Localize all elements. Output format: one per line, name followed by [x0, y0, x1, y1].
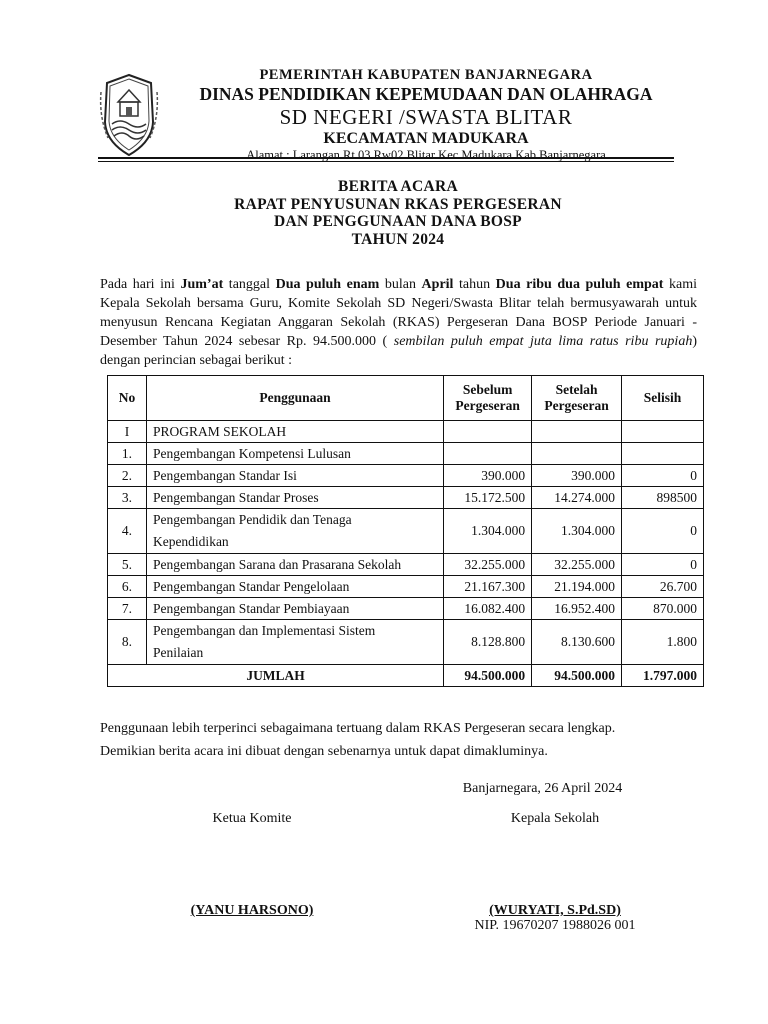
district-name: KECAMATAN MADUKARA — [323, 130, 529, 147]
header-after — [532, 376, 622, 421]
cell-before — [444, 443, 532, 465]
title-line-4: TAHUN 2024 — [351, 230, 445, 248]
cell-diff: 26.700 — [622, 576, 704, 598]
cell-usage-line-1: Pengembangan dan Implementasi Sistem — [152, 623, 376, 638]
office-name: DINAS PENDIDIKAN KEPEMUDAAN DAN OLAHRAGA — [199, 84, 653, 104]
para-date: Dua puluh enam — [275, 277, 380, 292]
cell-no: 7. — [108, 598, 147, 620]
cell-before — [444, 421, 532, 443]
para-text: tahun — [453, 277, 496, 292]
cell-no: 8. — [108, 620, 147, 665]
table-row — [108, 554, 704, 576]
cell-no: 3. — [108, 487, 147, 509]
signature-left-role: Ketua Komite — [212, 811, 292, 826]
cell-before: 21.167.300 — [444, 576, 532, 598]
note-line-1: Penggunaan lebih terperinci sebagaimana tertuang dalam RKAS Pergeseran secara lengkap. — [100, 721, 616, 736]
cell-before: 1.304.000 — [444, 509, 532, 554]
table-row — [108, 598, 704, 620]
table-header-row — [108, 376, 704, 421]
total-before: 94.500.000 — [444, 665, 532, 687]
cell-after: 14.274.000 — [532, 487, 622, 509]
header-after-line-2: Pergeseran — [544, 398, 609, 413]
para-year: Dua ribu dua puluh empat — [495, 277, 664, 292]
cell-usage-line-2: Kependidikan — [152, 534, 229, 549]
cell-before: 390.000 — [444, 465, 532, 487]
signature-right-role: Kepala Sekolah — [510, 811, 600, 826]
cell-usage: Pengembangan Standar Pembiayaan — [146, 598, 443, 620]
cell-after: 32.255.000 — [532, 554, 622, 576]
cell-usage: Pengembangan Standar Isi — [146, 465, 443, 487]
table-row — [108, 465, 704, 487]
header-before-line-2: Pergeseran — [455, 398, 520, 413]
para-text: bulan — [379, 277, 422, 292]
header-no: No — [108, 376, 147, 421]
cell-after — [532, 443, 622, 465]
cell-after — [532, 421, 622, 443]
cell-no: I — [108, 421, 147, 443]
cell-diff — [622, 443, 704, 465]
table-row — [108, 487, 704, 509]
para-amount-words: sembilan puluh empat juta lima ratus ribu rupiah — [393, 334, 693, 349]
cell-after: 1.304.000 — [532, 509, 622, 554]
document-title — [98, 178, 698, 248]
table-row — [108, 620, 704, 665]
para-text: kami Kepala Sekolah bersama Guru, Komite Sekolah SD Negeri/Swasta Blitar telah bermusyawarah untuk menyusun Rencana Kegiatan Anggaran Sekolah (RKAS) Pergeseran Dana BOSP Periode Januari - Desember Tahun 2024 sebesar Rp. 94.500.000 ( — [100, 277, 697, 349]
title-line-3: DAN PENGGUNAAN DANA BOSP — [274, 213, 522, 230]
cell-no: 6. — [108, 576, 147, 598]
total-after: 94.500.000 — [532, 665, 622, 687]
title-line-1: BERITA ACARA — [337, 178, 459, 195]
cell-usage — [146, 620, 443, 665]
cell-before: 16.082.400 — [444, 598, 532, 620]
para-month: April — [421, 277, 454, 292]
cell-after: 21.194.000 — [532, 576, 622, 598]
school-address: Alamat : Larangan Rt 03 Rw02 Blitar Kec.Madukara Kab.Banjarnegara — [246, 148, 606, 162]
cell-usage: Pengembangan Sarana dan Prasarana Sekolah — [146, 554, 443, 576]
cell-before: 15.172.500 — [444, 487, 532, 509]
cell-before: 32.255.000 — [444, 554, 532, 576]
signature-right-nip: NIP. 19670207 1988026 001 — [474, 918, 636, 933]
cell-usage-line-1: Pengembangan Pendidik dan Tenaga — [152, 512, 352, 527]
cell-before: 8.128.800 — [444, 620, 532, 665]
letterhead — [176, 66, 676, 163]
cell-diff: 0 — [622, 465, 704, 487]
cell-after: 390.000 — [532, 465, 622, 487]
signature-place-date: Banjarnegara, 26 April 2024 — [462, 781, 623, 796]
cell-after: 8.130.600 — [532, 620, 622, 665]
para-text: ) dengan perincian sebagai berikut : — [100, 334, 697, 368]
cell-no: 1. — [108, 443, 147, 465]
cell-no: 2. — [108, 465, 147, 487]
cell-no: 4. — [108, 509, 147, 554]
table-row — [108, 509, 704, 554]
header-diff: Selisih — [622, 376, 704, 421]
cell-diff: 0 — [622, 554, 704, 576]
cell-usage: Pengembangan Kompetensi Lulusan — [146, 443, 443, 465]
title-line-2: RAPAT PENYUSUNAN RKAS PERGESERAN — [234, 195, 562, 213]
letterhead-rule-thick — [98, 157, 674, 159]
para-text: Pada hari ini — [100, 277, 181, 292]
cell-diff: 898500 — [622, 487, 704, 509]
header-before — [444, 376, 532, 421]
table-row — [108, 443, 704, 465]
header-after-line-1: Setelah — [555, 382, 598, 397]
cell-diff — [622, 421, 704, 443]
signature-left-name: (YANU HARSONO) — [190, 903, 314, 918]
para-day: Jum’at — [180, 277, 224, 292]
total-label: JUMLAH — [108, 665, 444, 687]
table-row — [108, 421, 704, 443]
signature-right-name: (WURYATI, S.Pd.SD) — [489, 903, 621, 918]
regency-emblem-icon — [98, 72, 160, 158]
total-diff: 1.797.000 — [622, 665, 704, 687]
school-name: SD NEGERI /SWASTA BLITAR — [279, 105, 573, 129]
cell-no: 5. — [108, 554, 147, 576]
opening-paragraph — [100, 275, 697, 370]
cell-diff: 1.800 — [622, 620, 704, 665]
letterhead-rule-thin — [98, 161, 674, 162]
note-line-2: Demikian berita acara ini dibuat dengan sebenarnya untuk dapat dimakluminya. — [100, 744, 548, 759]
cell-diff: 870.000 — [622, 598, 704, 620]
cell-usage: PROGRAM SEKOLAH — [146, 421, 443, 443]
cell-usage: Pengembangan Standar Proses — [146, 487, 443, 509]
header-before-line-1: Sebelum — [462, 382, 513, 397]
cell-after: 16.952.400 — [532, 598, 622, 620]
government-name: PEMERINTAH KABUPATEN BANJARNEGARA — [259, 67, 593, 83]
cell-usage: Pengembangan Standar Pengelolaan — [146, 576, 443, 598]
header-usage: Penggunaan — [146, 376, 443, 421]
cell-usage — [146, 509, 443, 554]
table-total-row — [108, 665, 704, 687]
table-row — [108, 576, 704, 598]
budget-table — [107, 375, 704, 687]
cell-usage-line-2: Penilaian — [152, 645, 204, 660]
cell-diff: 0 — [622, 509, 704, 554]
para-text: tanggal — [223, 277, 276, 292]
